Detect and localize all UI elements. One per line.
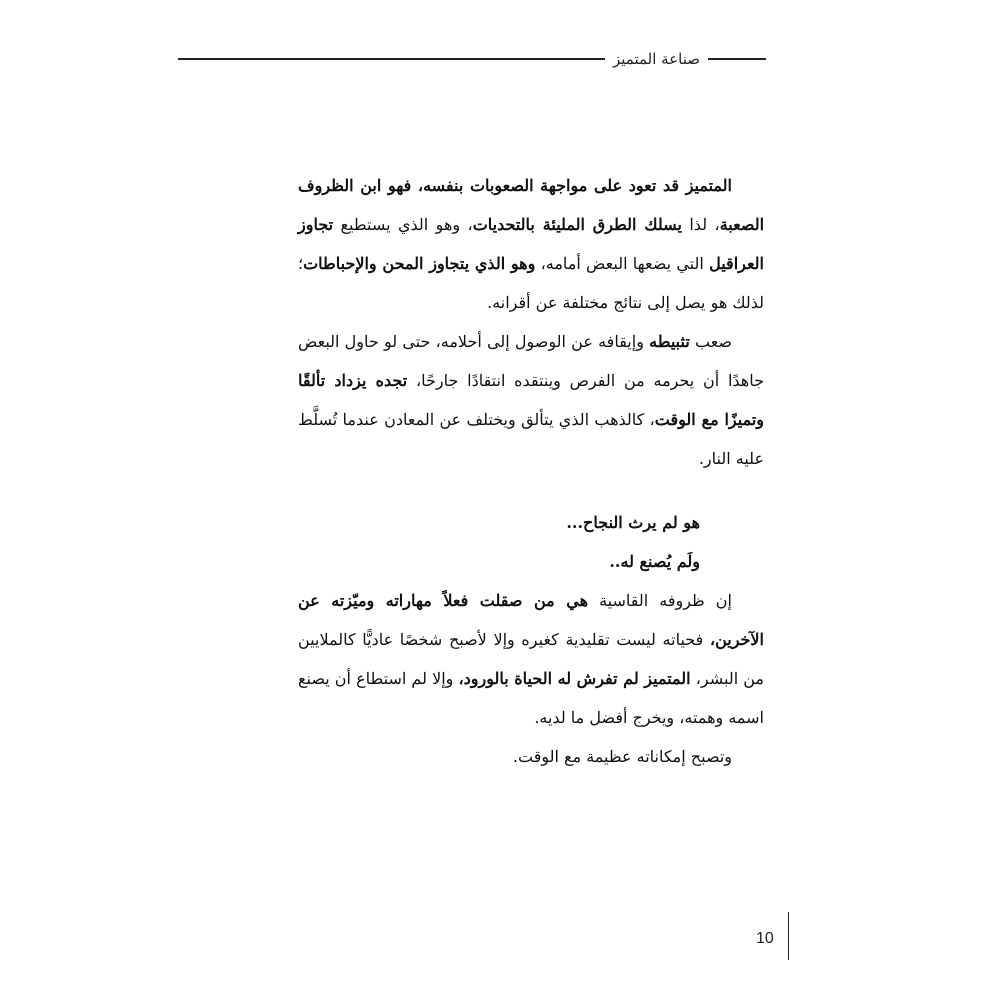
bold-run: تثبيطه	[649, 332, 690, 351]
text-block-2	[298, 503, 764, 776]
bold-run: وهو الذي يتجاوز المحن والإحباطات	[303, 254, 536, 273]
text-run: ؛ لذلك هو يصل إلى نتائج مختلفة عن أقرانه.	[298, 254, 764, 312]
text-run: وإيقافه عن الوصول إلى أحلامه، حتى لو حاول البعض جاهدًا أن يحرمه من الفرص وينتقده انتقادًا جارحًا،	[298, 332, 764, 390]
closing-line: وتصبح إمكاناته عظيمة مع الوقت.	[512, 747, 732, 766]
page-number: 10	[756, 930, 774, 947]
line-heading-1: هو لم يرث النجاح...	[566, 513, 700, 532]
text-run: فحياته ليست تقليدية كغيره وإلا لأصبح شخصًا عاديًّا كالملايين من البشر،	[298, 630, 764, 688]
text-run: صعب	[689, 332, 733, 351]
bold-run: المتميز قد تعود على مواجهة الصعوبات بنفسه، فهو ابن الظروف الصعبة	[298, 176, 765, 234]
text-run: التي يضعها البعض أمامه،	[535, 254, 710, 273]
paragraph-1	[298, 166, 764, 322]
header-rule-right	[708, 58, 766, 60]
paragraph-2	[298, 322, 764, 478]
bold-run: تجاوز العراقيل	[298, 215, 764, 273]
text-run: ، وهو الذي يستطيع	[333, 215, 473, 234]
text-run: ، لذا	[681, 215, 720, 234]
running-header	[178, 44, 766, 74]
line-heading-2: ولَم يُصنع له..	[609, 552, 700, 571]
text-block-1	[298, 166, 764, 478]
bold-run: تجده يزداد تألقًا وتميزًا مع الوقت	[298, 371, 765, 429]
bold-run: هي من صقلت فعلاً مهاراته وميّزته عن الآخرين،	[298, 591, 764, 649]
header-rule-left	[178, 58, 605, 60]
bold-run: يسلك الطرق المليئة بالتحديات	[472, 215, 682, 234]
text-run: ، كالذهب الذي يتألق ويختلف عن المعادن عندما تُسلَّط عليه النار.	[298, 410, 764, 468]
text-run: وإلا لم استطاع أن يصنع اسمه وهمته، ويخرج أفضل ما لديه.	[298, 669, 764, 727]
text-run: إن ظروفه القاسية	[588, 591, 732, 610]
running-title: صناعة المتميز	[612, 50, 700, 68]
bold-run: المتميز لم تفرش له الحياة بالورود،	[458, 669, 691, 688]
paragraph-3	[298, 581, 764, 737]
page-number-rule	[788, 912, 789, 960]
